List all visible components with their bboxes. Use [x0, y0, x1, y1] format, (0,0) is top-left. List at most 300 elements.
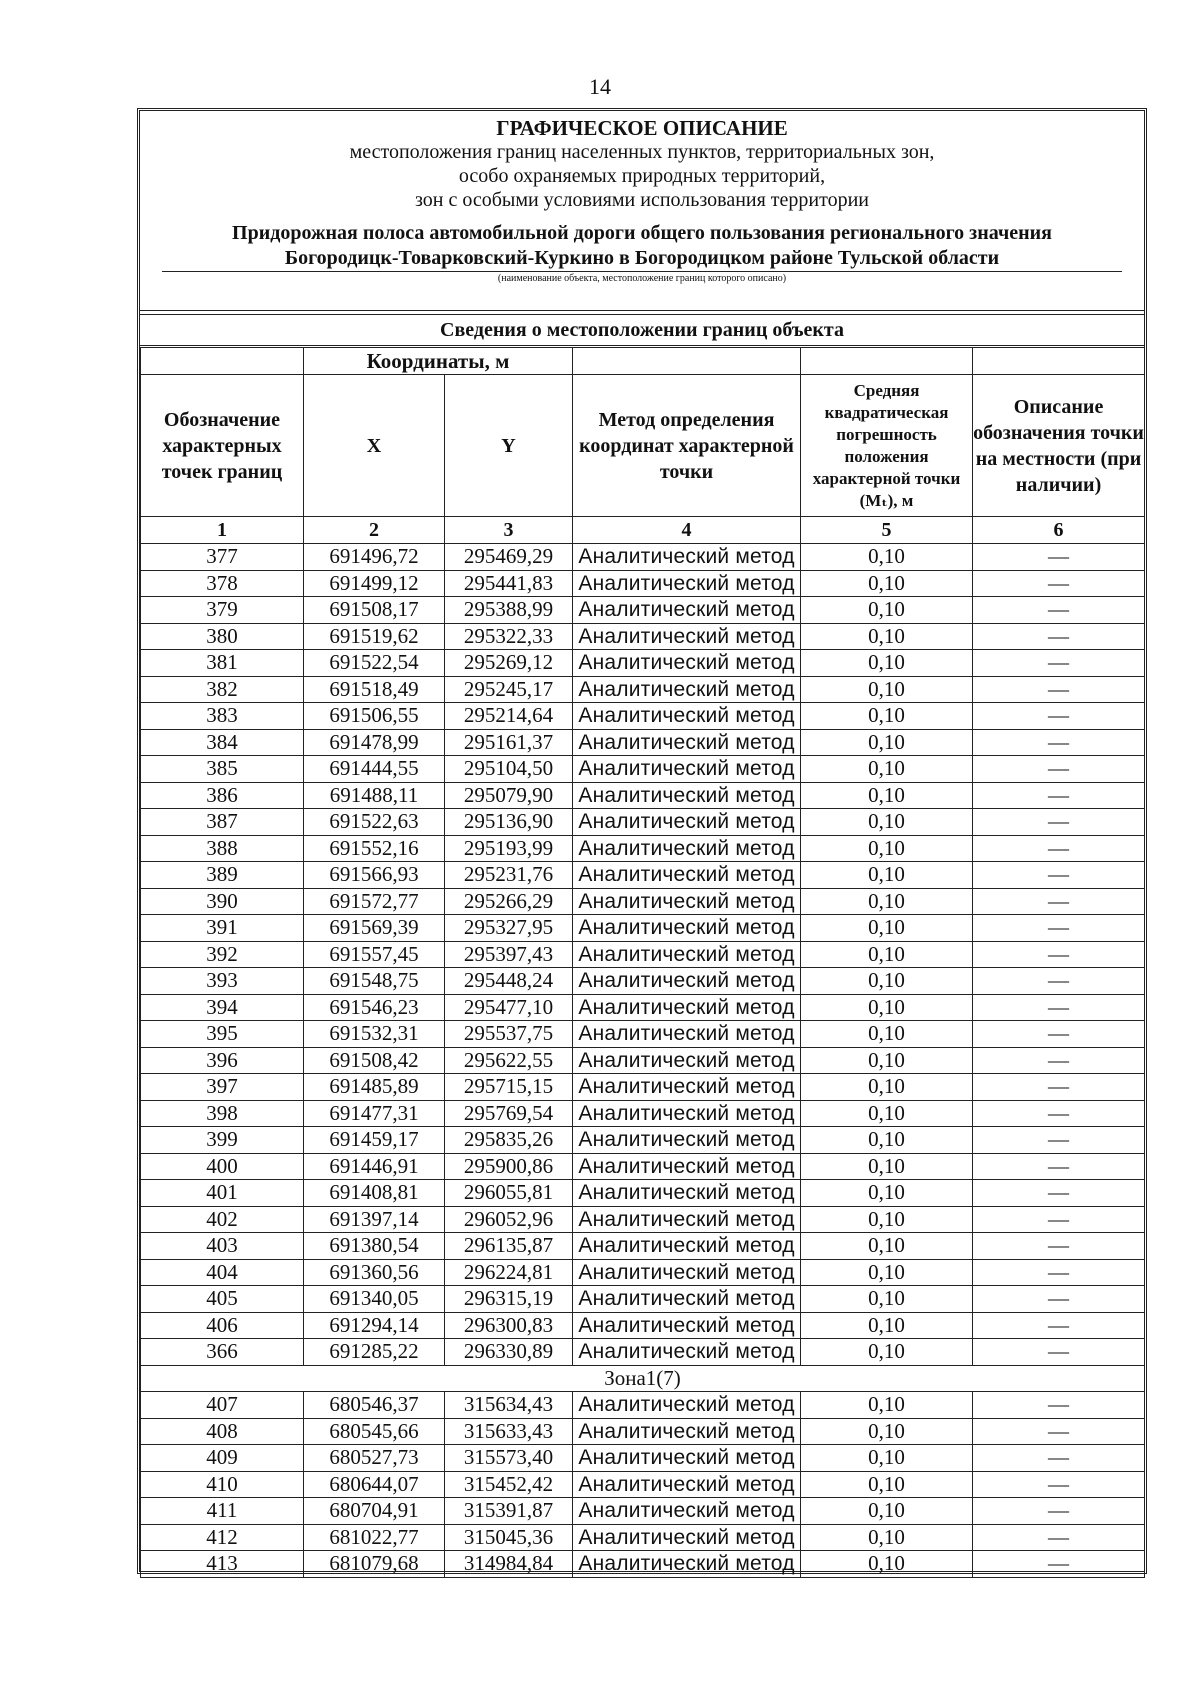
- error-cell: 0,10: [801, 835, 973, 862]
- y-cell: 295322,33: [445, 623, 573, 650]
- point-cell: 411: [141, 1498, 304, 1525]
- method-cell: Аналитический метод: [573, 994, 801, 1021]
- x-cell: 691496,72: [304, 544, 445, 571]
- description-cell: —: [973, 703, 1145, 730]
- table-row: [141, 941, 1145, 968]
- method-cell: Аналитический метод: [573, 570, 801, 597]
- table-row: [141, 1153, 1145, 1180]
- point-cell: 410: [141, 1471, 304, 1498]
- point-cell: 377: [141, 544, 304, 571]
- y-cell: 315634,43: [445, 1392, 573, 1419]
- description-cell: —: [973, 915, 1145, 942]
- method-cell: Аналитический метод: [573, 756, 801, 783]
- error-cell: 0,10: [801, 703, 973, 730]
- method-cell: Аналитический метод: [573, 1074, 801, 1101]
- x-cell: 691380,54: [304, 1233, 445, 1260]
- description-cell: —: [973, 888, 1145, 915]
- description-cell: —: [973, 729, 1145, 756]
- description-cell: —: [973, 676, 1145, 703]
- subtitle-line-1: местоположения границ населенных пунктов, территориальных зон,: [349, 141, 935, 163]
- error-cell: 0,10: [801, 1180, 973, 1207]
- description-cell: —: [973, 570, 1145, 597]
- document-header: [140, 111, 1144, 285]
- error-cell: 0,10: [801, 1233, 973, 1260]
- method-cell: Аналитический метод: [573, 703, 801, 730]
- error-cell: 0,10: [801, 1047, 973, 1074]
- method-cell: Аналитический метод: [573, 729, 801, 756]
- y-cell: 315391,87: [445, 1498, 573, 1525]
- method-cell: Аналитический метод: [573, 1551, 801, 1578]
- method-cell: Аналитический метод: [573, 809, 801, 836]
- y-cell: 295327,95: [445, 915, 573, 942]
- method-cell: Аналитический метод: [573, 1498, 801, 1525]
- table-row: [141, 1206, 1145, 1233]
- y-cell: 295269,12: [445, 650, 573, 677]
- method-cell: Аналитический метод: [573, 1445, 801, 1472]
- y-cell: 295388,99: [445, 597, 573, 624]
- y-cell: 295161,37: [445, 729, 573, 756]
- description-cell: —: [973, 1259, 1145, 1286]
- description-cell: —: [973, 1445, 1145, 1472]
- method-cell: Аналитический метод: [573, 862, 801, 889]
- subtitle-line-3: зон с особыми условиями использования территории: [414, 189, 870, 211]
- error-cell: 0,10: [801, 915, 973, 942]
- y-cell: 296135,87: [445, 1233, 573, 1260]
- description-cell: —: [973, 1233, 1145, 1260]
- point-cell: 401: [141, 1180, 304, 1207]
- document-frame: [137, 108, 1147, 1574]
- table-row: [141, 1471, 1145, 1498]
- method-cell: Аналитический метод: [573, 597, 801, 624]
- y-cell: 295835,26: [445, 1127, 573, 1154]
- y-cell: 295245,17: [445, 676, 573, 703]
- x-cell: 691569,39: [304, 915, 445, 942]
- method-cell: Аналитический метод: [573, 1047, 801, 1074]
- table-row: [141, 862, 1145, 889]
- x-cell: 691522,54: [304, 650, 445, 677]
- description-cell: —: [973, 1286, 1145, 1313]
- point-cell: 394: [141, 994, 304, 1021]
- error-cell: 0,10: [801, 1021, 973, 1048]
- subtitle-line-2: особо охраняемых природных территорий,: [458, 165, 826, 187]
- y-cell: 295715,15: [445, 1074, 573, 1101]
- method-cell: Аналитический метод: [573, 941, 801, 968]
- error-cell: 0,10: [801, 1100, 973, 1127]
- x-cell: 691294,14: [304, 1312, 445, 1339]
- header-blank-cell: [141, 348, 304, 375]
- point-cell: 387: [141, 809, 304, 836]
- x-cell: 691478,99: [304, 729, 445, 756]
- error-cell: 0,10: [801, 650, 973, 677]
- point-cell: 399: [141, 1127, 304, 1154]
- point-cell: 382: [141, 676, 304, 703]
- description-cell: —: [973, 1127, 1145, 1154]
- x-cell: 680546,37: [304, 1392, 445, 1419]
- point-cell: 403: [141, 1233, 304, 1260]
- y-cell: 295231,76: [445, 862, 573, 889]
- y-cell: 295900,86: [445, 1153, 573, 1180]
- y-cell: 295441,83: [445, 570, 573, 597]
- x-cell: 680545,66: [304, 1418, 445, 1445]
- table-row: [141, 703, 1145, 730]
- method-cell: Аналитический метод: [573, 1312, 801, 1339]
- description-cell: —: [973, 862, 1145, 889]
- error-cell: 0,10: [801, 941, 973, 968]
- table-row: [141, 597, 1145, 624]
- error-cell: 0,10: [801, 1206, 973, 1233]
- section-title: Сведения о местоположении границ объекта: [140, 314, 1144, 346]
- table-row: [141, 1339, 1145, 1366]
- y-cell: 314984,84: [445, 1551, 573, 1578]
- table-row: [141, 1445, 1145, 1472]
- method-cell: Аналитический метод: [573, 650, 801, 677]
- column-number-3: 3: [445, 517, 573, 544]
- table-row: [141, 729, 1145, 756]
- table-row: [141, 570, 1145, 597]
- description-cell: —: [973, 1021, 1145, 1048]
- method-cell: Аналитический метод: [573, 782, 801, 809]
- description-cell: —: [973, 782, 1145, 809]
- coordinates-table: [140, 347, 1145, 1578]
- method-cell: Аналитический метод: [573, 1206, 801, 1233]
- error-cell: 0,10: [801, 1286, 973, 1313]
- point-cell: 405: [141, 1286, 304, 1313]
- y-cell: 295397,43: [445, 941, 573, 968]
- description-cell: —: [973, 941, 1145, 968]
- table-row: [141, 888, 1145, 915]
- table-row: [141, 1021, 1145, 1048]
- point-cell: 413: [141, 1551, 304, 1578]
- error-cell: 0,10: [801, 809, 973, 836]
- error-cell: 0,10: [801, 1074, 973, 1101]
- table-row: [141, 1180, 1145, 1207]
- error-cell: 0,10: [801, 1259, 973, 1286]
- table-row: [141, 1233, 1145, 1260]
- table-row: [141, 835, 1145, 862]
- description-cell: —: [973, 1392, 1145, 1419]
- table-row: [141, 1524, 1145, 1551]
- y-cell: 295622,55: [445, 1047, 573, 1074]
- y-cell: 315452,42: [445, 1471, 573, 1498]
- method-cell: Аналитический метод: [573, 888, 801, 915]
- method-cell: Аналитический метод: [573, 1286, 801, 1313]
- x-cell: 691506,55: [304, 703, 445, 730]
- x-cell: 681022,77: [304, 1524, 445, 1551]
- y-cell: 295079,90: [445, 782, 573, 809]
- column-header-point: Обозначение характерных точек границ: [141, 375, 304, 517]
- error-cell: 0,10: [801, 968, 973, 995]
- x-cell: 691477,31: [304, 1100, 445, 1127]
- description-cell: —: [973, 1471, 1145, 1498]
- x-cell: 680704,91: [304, 1498, 445, 1525]
- method-cell: Аналитический метод: [573, 1339, 801, 1366]
- description-cell: —: [973, 835, 1145, 862]
- y-cell: 296300,83: [445, 1312, 573, 1339]
- point-cell: 383: [141, 703, 304, 730]
- method-cell: Аналитический метод: [573, 1524, 801, 1551]
- document-title: ГРАФИЧЕСКОЕ ОПИСАНИЕ: [496, 116, 788, 140]
- y-cell: 315633,43: [445, 1418, 573, 1445]
- point-cell: 412: [141, 1524, 304, 1551]
- description-cell: —: [973, 1498, 1145, 1525]
- method-cell: Аналитический метод: [573, 623, 801, 650]
- x-cell: 691519,62: [304, 623, 445, 650]
- error-cell: 0,10: [801, 1524, 973, 1551]
- method-cell: Аналитический метод: [573, 968, 801, 995]
- point-cell: 385: [141, 756, 304, 783]
- y-cell: 295214,64: [445, 703, 573, 730]
- table-row: [141, 1074, 1145, 1101]
- table-row: [141, 1047, 1145, 1074]
- point-cell: 408: [141, 1418, 304, 1445]
- method-cell: Аналитический метод: [573, 1259, 801, 1286]
- page-number: 14: [589, 74, 611, 99]
- column-header-description: Описание обозначения точки на местности (при наличии): [973, 375, 1145, 517]
- x-cell: 680527,73: [304, 1445, 445, 1472]
- y-cell: 315045,36: [445, 1524, 573, 1551]
- column-number-1: 1: [141, 517, 304, 544]
- x-cell: 691360,56: [304, 1259, 445, 1286]
- x-cell: 691408,81: [304, 1180, 445, 1207]
- table-row: [141, 650, 1145, 677]
- x-cell: 691488,11: [304, 782, 445, 809]
- x-cell: 681079,68: [304, 1551, 445, 1578]
- method-cell: Аналитический метод: [573, 1392, 801, 1419]
- column-number-6: 6: [973, 517, 1145, 544]
- column-header-error: Средняя квадратическая погрешность положения характерной точки (Mₜ), м: [801, 375, 973, 517]
- error-cell: 0,10: [801, 1551, 973, 1578]
- x-cell: 691508,42: [304, 1047, 445, 1074]
- description-cell: —: [973, 1551, 1145, 1578]
- description-cell: —: [973, 544, 1145, 571]
- point-cell: 380: [141, 623, 304, 650]
- table-row: [141, 1286, 1145, 1313]
- point-cell: 402: [141, 1206, 304, 1233]
- point-cell: 389: [141, 862, 304, 889]
- method-cell: Аналитический метод: [573, 1153, 801, 1180]
- error-cell: 0,10: [801, 1418, 973, 1445]
- method-cell: Аналитический метод: [573, 1127, 801, 1154]
- x-cell: 691446,91: [304, 1153, 445, 1180]
- table-row: [141, 1551, 1145, 1578]
- x-cell: 691566,93: [304, 862, 445, 889]
- x-cell: 691499,12: [304, 570, 445, 597]
- zone-row: [141, 1365, 1145, 1392]
- error-cell: 0,10: [801, 729, 973, 756]
- coordinates-header: Координаты, м: [304, 348, 573, 375]
- y-cell: 295193,99: [445, 835, 573, 862]
- x-cell: 691397,14: [304, 1206, 445, 1233]
- header-blank-cell: [973, 348, 1145, 375]
- error-cell: 0,10: [801, 1127, 973, 1154]
- point-cell: 395: [141, 1021, 304, 1048]
- error-cell: 0,10: [801, 1445, 973, 1472]
- point-cell: 407: [141, 1392, 304, 1419]
- y-cell: 295448,24: [445, 968, 573, 995]
- point-cell: 384: [141, 729, 304, 756]
- y-cell: 295469,29: [445, 544, 573, 571]
- point-cell: 406: [141, 1312, 304, 1339]
- table-row: [141, 756, 1145, 783]
- column-number-2: 2: [304, 517, 445, 544]
- error-cell: 0,10: [801, 756, 973, 783]
- description-cell: —: [973, 809, 1145, 836]
- table-row: [141, 809, 1145, 836]
- error-cell: 0,10: [801, 1471, 973, 1498]
- point-cell: 381: [141, 650, 304, 677]
- method-cell: Аналитический метод: [573, 1233, 801, 1260]
- description-cell: —: [973, 650, 1145, 677]
- point-cell: 388: [141, 835, 304, 862]
- x-cell: 691546,23: [304, 994, 445, 1021]
- table-row: [141, 544, 1145, 571]
- y-cell: 296315,19: [445, 1286, 573, 1313]
- table-header-numbers: [141, 517, 1145, 544]
- method-cell: Аналитический метод: [573, 915, 801, 942]
- point-cell: 409: [141, 1445, 304, 1472]
- header-blank-cell: [573, 348, 801, 375]
- table-row: [141, 915, 1145, 942]
- description-cell: —: [973, 1153, 1145, 1180]
- table-row: [141, 1312, 1145, 1339]
- error-cell: 0,10: [801, 544, 973, 571]
- y-cell: 296052,96: [445, 1206, 573, 1233]
- error-cell: 0,10: [801, 597, 973, 624]
- description-cell: —: [973, 1339, 1145, 1366]
- method-cell: Аналитический метод: [573, 1180, 801, 1207]
- x-cell: 691340,05: [304, 1286, 445, 1313]
- y-cell: 296330,89: [445, 1339, 573, 1366]
- y-cell: 295266,29: [445, 888, 573, 915]
- description-cell: —: [973, 1100, 1145, 1127]
- y-cell: 295769,54: [445, 1100, 573, 1127]
- x-cell: 680644,07: [304, 1471, 445, 1498]
- description-cell: —: [973, 623, 1145, 650]
- column-header-method: Метод определения координат характерной точки: [573, 375, 801, 517]
- x-cell: 691508,17: [304, 597, 445, 624]
- table-row: [141, 1498, 1145, 1525]
- point-cell: 397: [141, 1074, 304, 1101]
- table-row: [141, 1418, 1145, 1445]
- point-cell: 386: [141, 782, 304, 809]
- x-cell: 691285,22: [304, 1339, 445, 1366]
- x-cell: 691532,31: [304, 1021, 445, 1048]
- description-cell: —: [973, 1180, 1145, 1207]
- point-cell: 392: [141, 941, 304, 968]
- x-cell: 691548,75: [304, 968, 445, 995]
- point-cell: 366: [141, 1339, 304, 1366]
- column-number-4: 4: [573, 517, 801, 544]
- description-cell: —: [973, 756, 1145, 783]
- table-row: [141, 782, 1145, 809]
- y-cell: 315573,40: [445, 1445, 573, 1472]
- table-row: [141, 1259, 1145, 1286]
- table-row: [141, 1127, 1145, 1154]
- table-row: [141, 623, 1145, 650]
- column-header-y: Y: [445, 375, 573, 517]
- table-header-top: [141, 348, 1145, 375]
- x-cell: 691557,45: [304, 941, 445, 968]
- x-cell: 691572,77: [304, 888, 445, 915]
- zone-label: Зона1(7): [141, 1365, 1145, 1392]
- error-cell: 0,10: [801, 1339, 973, 1366]
- x-cell: 691459,17: [304, 1127, 445, 1154]
- error-cell: 0,10: [801, 888, 973, 915]
- header-separator: [140, 310, 1144, 311]
- table-row: [141, 968, 1145, 995]
- error-cell: 0,10: [801, 1392, 973, 1419]
- y-cell: 295104,50: [445, 756, 573, 783]
- point-cell: 400: [141, 1153, 304, 1180]
- object-caption: (наименование объекта, местоположение границ которого описано): [497, 273, 787, 284]
- object-name-line-2: Богородицк-Товарковский-Куркино в Богородицком районе Тульской области: [284, 247, 1000, 269]
- error-cell: 0,10: [801, 1153, 973, 1180]
- table-row: [141, 994, 1145, 1021]
- point-cell: 398: [141, 1100, 304, 1127]
- method-cell: Аналитический метод: [573, 1100, 801, 1127]
- description-cell: —: [973, 1312, 1145, 1339]
- x-cell: 691522,63: [304, 809, 445, 836]
- method-cell: Аналитический метод: [573, 1021, 801, 1048]
- point-cell: 378: [141, 570, 304, 597]
- object-name-line-1: Придорожная полоса автомобильной дороги общего пользования регионального значения: [232, 222, 1052, 244]
- method-cell: Аналитический метод: [573, 1418, 801, 1445]
- point-cell: 379: [141, 597, 304, 624]
- error-cell: 0,10: [801, 1498, 973, 1525]
- point-cell: 393: [141, 968, 304, 995]
- y-cell: 296055,81: [445, 1180, 573, 1207]
- error-cell: 0,10: [801, 862, 973, 889]
- y-cell: 296224,81: [445, 1259, 573, 1286]
- error-cell: 0,10: [801, 782, 973, 809]
- method-cell: Аналитический метод: [573, 544, 801, 571]
- description-cell: —: [973, 968, 1145, 995]
- column-header-x: X: [304, 375, 445, 517]
- table-header-main: [141, 375, 1145, 517]
- point-cell: 404: [141, 1259, 304, 1286]
- description-cell: —: [973, 597, 1145, 624]
- y-cell: 295477,10: [445, 994, 573, 1021]
- error-cell: 0,10: [801, 676, 973, 703]
- point-cell: 390: [141, 888, 304, 915]
- x-cell: 691485,89: [304, 1074, 445, 1101]
- y-cell: 295136,90: [445, 809, 573, 836]
- method-cell: Аналитический метод: [573, 835, 801, 862]
- x-cell: 691518,49: [304, 676, 445, 703]
- error-cell: 0,10: [801, 1312, 973, 1339]
- error-cell: 0,10: [801, 570, 973, 597]
- description-cell: —: [973, 1074, 1145, 1101]
- x-cell: 691552,16: [304, 835, 445, 862]
- table-row: [141, 1100, 1145, 1127]
- table-body: [141, 544, 1145, 1578]
- y-cell: 295537,75: [445, 1021, 573, 1048]
- description-cell: —: [973, 994, 1145, 1021]
- method-cell: Аналитический метод: [573, 676, 801, 703]
- method-cell: Аналитический метод: [573, 1471, 801, 1498]
- column-number-5: 5: [801, 517, 973, 544]
- point-cell: 396: [141, 1047, 304, 1074]
- header-blank-cell: [801, 348, 973, 375]
- error-cell: 0,10: [801, 623, 973, 650]
- table-row: [141, 1392, 1145, 1419]
- table-row: [141, 676, 1145, 703]
- description-cell: —: [973, 1047, 1145, 1074]
- x-cell: 691444,55: [304, 756, 445, 783]
- error-cell: 0,10: [801, 994, 973, 1021]
- description-cell: —: [973, 1524, 1145, 1551]
- point-cell: 391: [141, 915, 304, 942]
